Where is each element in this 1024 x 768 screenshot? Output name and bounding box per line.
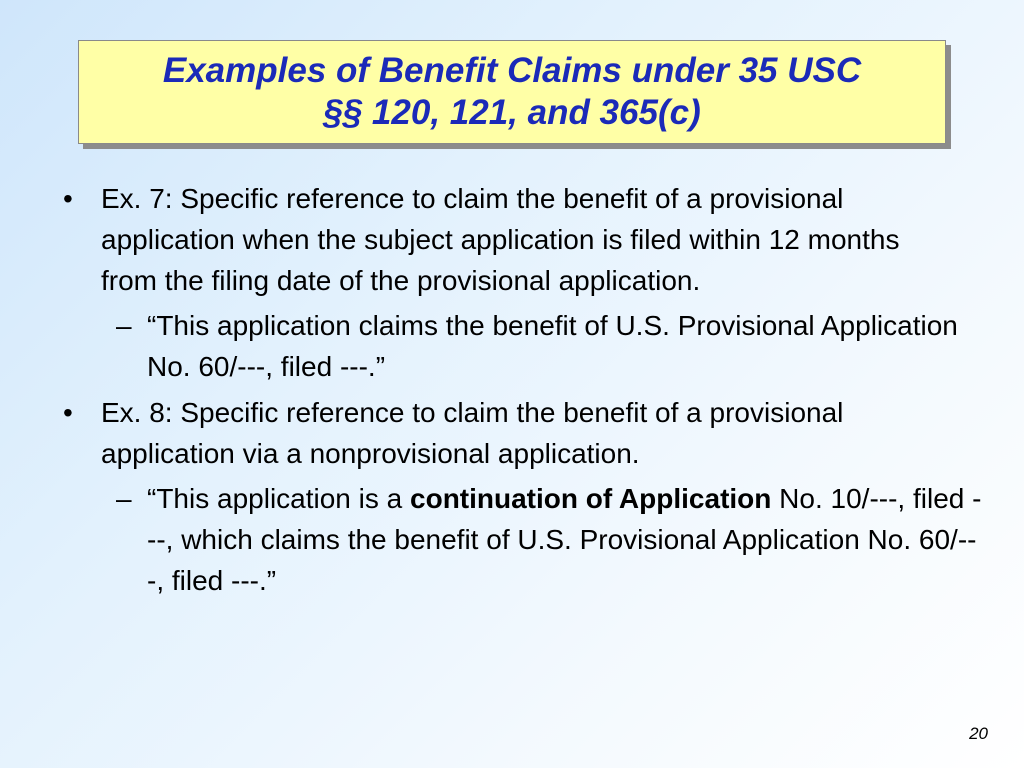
sub-text-ex8-bold: continuation of Application <box>410 483 772 514</box>
slide-title-box <box>78 40 946 144</box>
bullet-item-ex7 <box>63 178 931 301</box>
bullet-dot-icon: • <box>63 397 73 428</box>
bullet-item-ex8 <box>63 392 931 474</box>
sub-item-ex8 <box>116 478 987 601</box>
slide-title-line-1: Examples of Benefit Claims under 35 USC <box>162 51 862 90</box>
page-number: 20 <box>969 724 988 743</box>
bullet-text-ex7: Ex. 7: Specific reference to claim the benefit of a provisional application when the subject application is filed within 12 months from the filing date of the provisional application. <box>101 183 900 296</box>
slide-title-line-2: §§ 120, 121, and 365(c) <box>323 93 701 132</box>
sub-text-ex7: “This application claims the benefit of U.S. Provisional Application No. 60/---, filed ---.” <box>147 310 958 382</box>
dash-icon: – <box>116 483 132 514</box>
bullet-text-ex8: Ex. 8: Specific reference to claim the benefit of a provisional application via a nonprovisional application. <box>101 397 844 469</box>
bullet-dot-icon: • <box>63 183 73 214</box>
dash-icon: – <box>116 310 132 341</box>
slide-content <box>0 178 1024 601</box>
sub-item-ex7 <box>116 305 987 387</box>
sub-text-ex8-start: “This application is a <box>147 483 411 514</box>
sub-text-ex8-end: No. 10/---, filed ---, which claims the benefit of U.S. Provisional Application No. 60/---, filed ---.” <box>147 483 982 596</box>
